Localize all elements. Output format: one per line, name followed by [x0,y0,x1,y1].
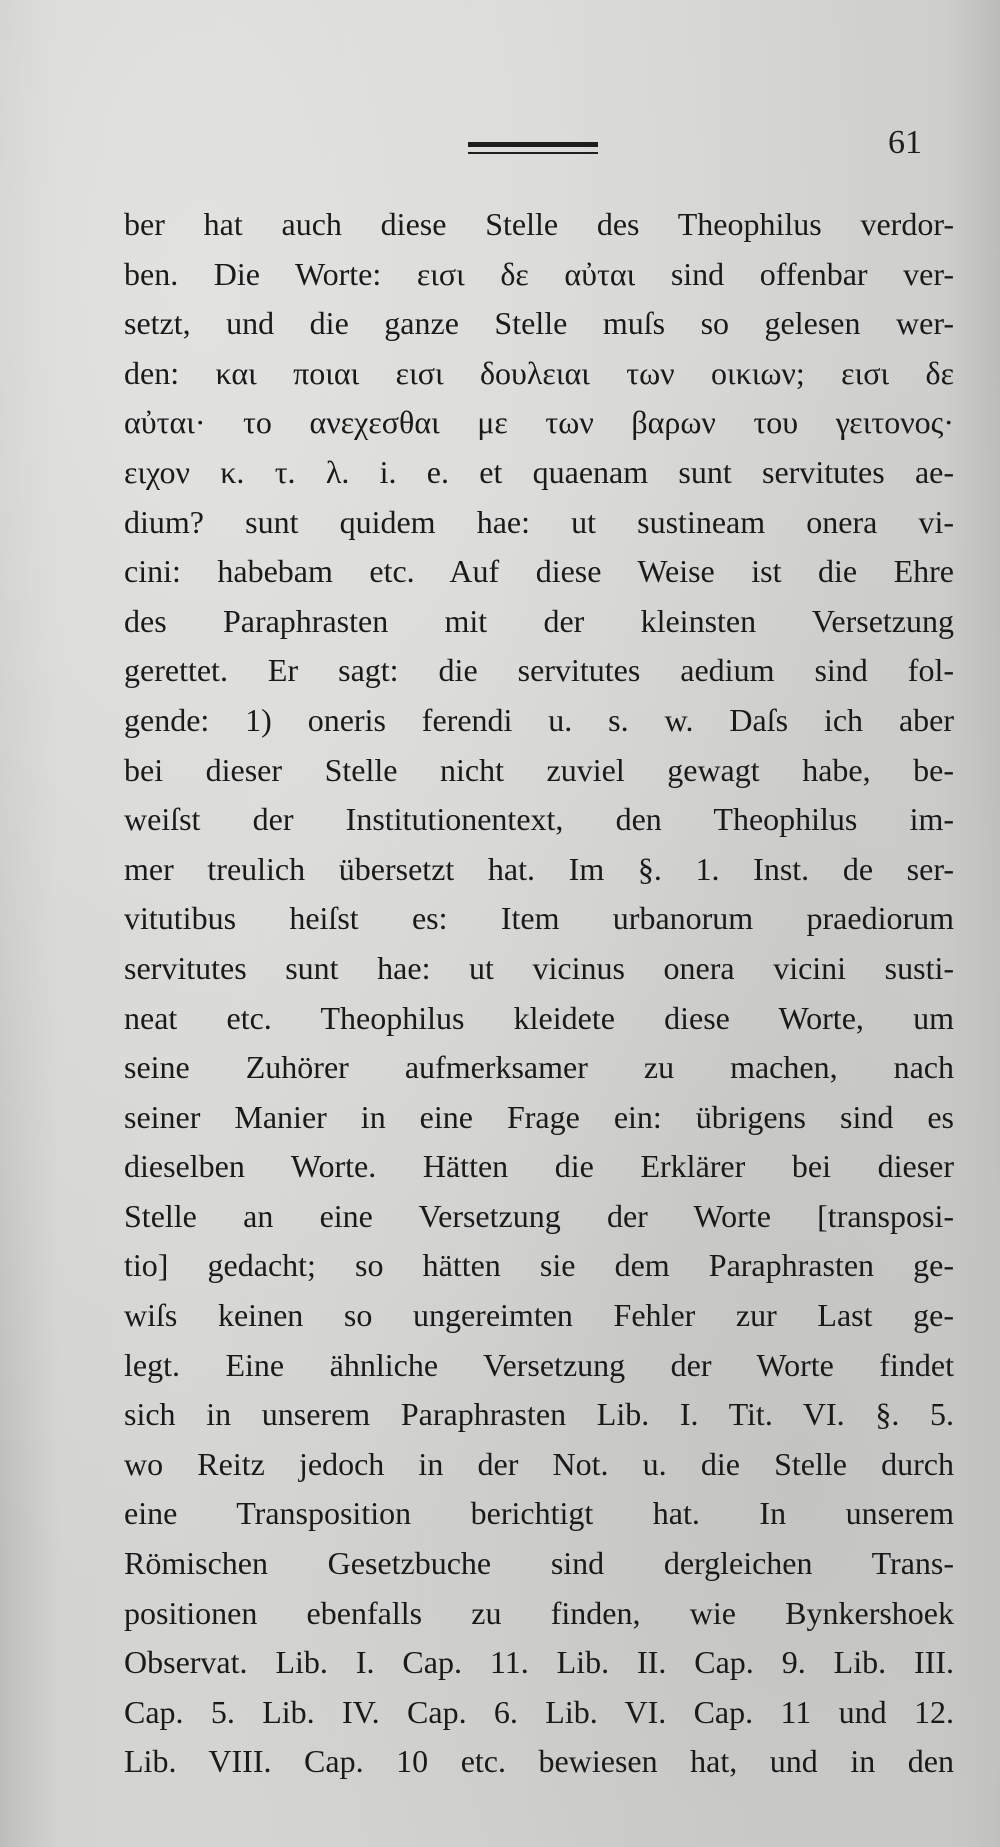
text-line: vitutibus heiſst es: Item urbanorum praediorum [124,900,954,937]
text-line: positionen ebenfalls zu finden, wie Bynkershoek [124,1594,954,1631]
text-line: bei dieser Stelle nicht zuviel gewagt habe, be- [124,751,954,788]
text-line: dieselben Worte. Hätten die Erklärer bei dieser [124,1148,954,1185]
text-line: sich in unserem Paraphrasten Lib. I. Tit. VI. §. 5. [124,1396,954,1433]
text-line: eine Transposition berichtigt hat. In unserem [124,1495,954,1532]
text-line: legt. Eine ähnliche Versetzung der Worte findet [124,1346,954,1383]
text-line: ειχον κ. τ. λ. i. e. et quaenam sunt servitutes ae- [124,453,954,490]
page-number: 61 [888,124,922,161]
text-line: setzt, und die ganze Stelle muſs so gelesen wer- [124,305,954,342]
text-line: wo Reitz jedoch in der Not. u. die Stelle durch [124,1445,954,1482]
text-line: den: και ποιαι εισι δουλειαι των οικιων; εισι δε [124,354,954,391]
text-line: neat etc. Theophilus kleidete diese Worte, um [124,999,954,1036]
text-line: weiſst der Institutionentext, den Theophilus im- [124,801,954,838]
text-line: seine Zuhörer aufmerksamer zu machen, nach [124,1049,954,1086]
text-line: ber hat auch diese Stelle des Theophilus verdor- [124,206,954,242]
text-line: αὐται· το ανεχεσθαι με των βαρων του γειτονος· [124,404,954,441]
text-line: gende: 1) oneris ferendi u. s. w. Daſs ich aber [124,701,954,738]
text-line: wiſs keinen so ungereimten Fehler zur Last ge- [124,1297,954,1334]
text-line: Observat. Lib. I. Cap. 11. Lib. II. Cap. 9. Lib. III. [124,1644,954,1681]
text-line: Cap. 5. Lib. IV. Cap. 6. Lib. VI. Cap. 11 und 12. [124,1693,954,1730]
body-text [124,200,954,1787]
text-line: dium? sunt quidem hae: ut sustineam onera vi- [124,503,954,540]
text-line: servitutes sunt hae: ut vicinus onera vicini susti- [124,949,954,986]
text-line: Römischen Gesetzbuche sind dergleichen Trans- [124,1545,954,1582]
text-line: tio] gedacht; so hätten sie dem Paraphrasten ge- [124,1247,954,1284]
text-line: gerettet. Er sagt: die servitutes aedium sind fol- [124,652,954,689]
text-line: Lib. VIII. Cap. 10 etc. bewiesen hat, und in den [124,1743,954,1780]
text-line: Stelle an eine Versetzung der Worte [transposi- [124,1197,954,1234]
text-line: ben. Die Worte: εισι δε αὐται sind offenbar ver- [124,255,954,292]
text-line: des Paraphrasten mit der kleinsten Versetzung [124,602,954,639]
text-line: mer treulich übersetzt hat. Im §. 1. Inst. de ser- [124,850,954,887]
text-line: seiner Manier in eine Frage ein: übrigens sind es [124,1098,954,1135]
text-line: cini: habebam etc. Auf diese Weise ist die Ehre [124,553,954,590]
header-rule [468,142,598,154]
